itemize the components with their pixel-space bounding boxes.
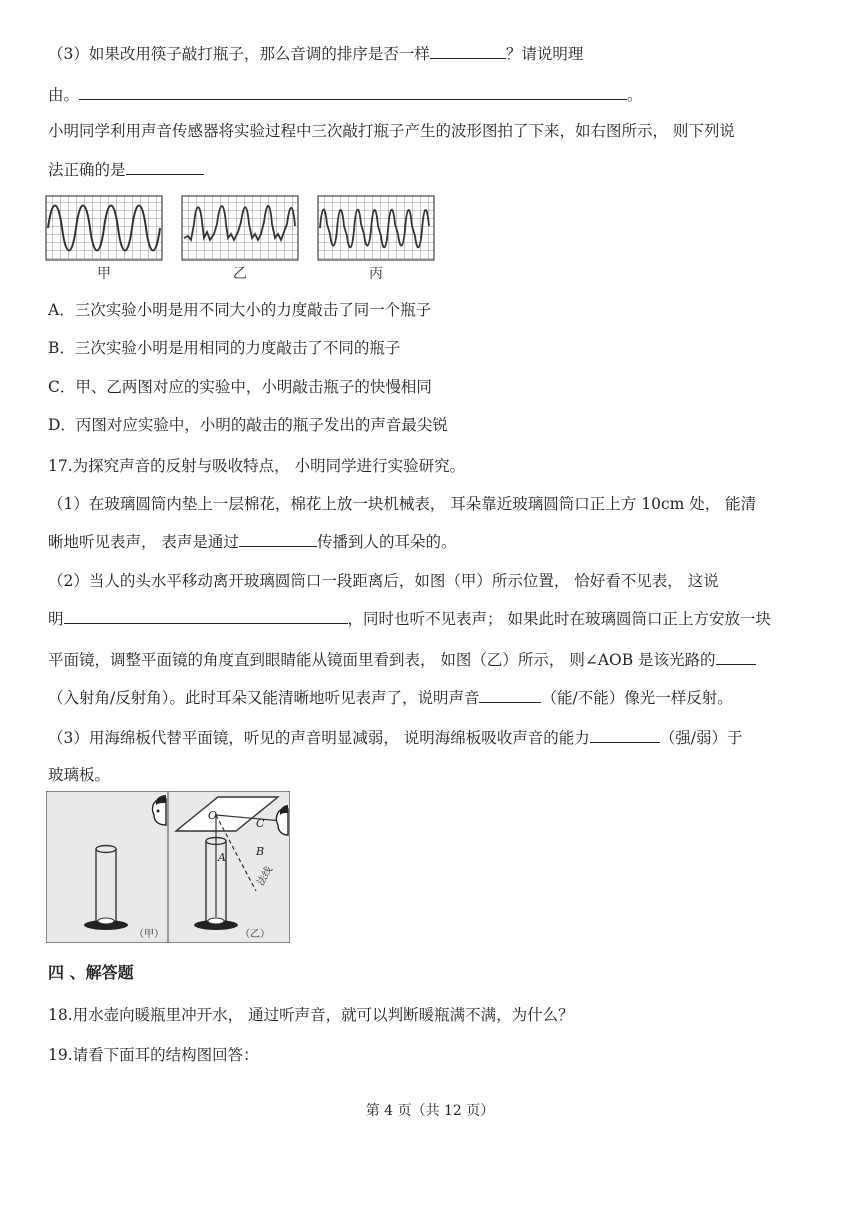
q16-sub3-text-a: （3）如果改用筷子敲打瓶子，那么音调的排序是否一样 — [48, 45, 430, 63]
waveform-bing — [318, 196, 434, 260]
q18-text: 18.用水壶向暖瓶里冲开水， 通过听声音，就可以判断暖瓶满不满，为什么？ — [48, 1006, 574, 1024]
q17-s2-text-d1: （入射角/反射角）。此时耳朵又能清晰地听见表声了，说明声音 — [48, 689, 480, 707]
q17-s2-text-b: ，同时也听不见表声； 如果此时在玻璃圆筒口正上方安放一块 — [347, 610, 771, 628]
waveform-label-yi: 乙 — [233, 266, 247, 282]
page-footer: 第 4 页（共 12 页） — [365, 1103, 495, 1119]
label-c: C — [256, 817, 265, 830]
q16-option-a[interactable]: A．三次实验小明是用不同大小的力度敲击了同一个瓶子 — [48, 301, 432, 319]
waveform-figure — [44, 194, 436, 284]
q16-option-d[interactable]: D．丙图对应实验中，小明的敲击的瓶子发出的声音最尖锐 — [48, 416, 448, 434]
q17-s1-text-b: 传播到人的耳朵的。 — [316, 533, 457, 551]
waveform-label-bing: 丙 — [369, 266, 383, 282]
q16-sub3-blank[interactable] — [430, 44, 506, 59]
q17-s2-line4 — [48, 688, 733, 708]
q17-s1-line2 — [48, 532, 456, 552]
q17-s3-line2: 玻璃板。 — [48, 766, 111, 784]
label-yi: （乙） — [240, 929, 270, 940]
waveform-yi — [182, 196, 298, 260]
q17-s2-line2 — [48, 609, 771, 629]
q17-s2-blank[interactable] — [64, 609, 348, 624]
waveform-jia — [46, 196, 162, 260]
q17-s3-line1 — [48, 728, 743, 748]
q16-option-b[interactable]: B．三次实验小明是用相同的力度敲击了不同的瓶子 — [48, 339, 401, 357]
label-jia: （甲） — [134, 929, 164, 940]
q17-s1-line1: （1）在玻璃圆筒内垫上一层棉花，棉花上放一块机械表， 耳朵靠近玻璃圆筒口正上方 10cm 处， 能清 — [48, 495, 757, 513]
q17-s2-line1: （2）当人的头水平移动离开玻璃圆筒口一段距离后，如图（甲）所示位置， 恰好看不见表， 这说 — [48, 572, 719, 590]
label-o: O — [208, 809, 218, 822]
q16-answer-blank[interactable] — [126, 160, 204, 175]
waveform-label-jia: 甲 — [97, 266, 111, 282]
q16-intro-line1: 小明同学利用声音传感器将实验过程中三次敲打瓶子产生的波形图拍了下来，如右图所示， 则下列说 — [48, 122, 735, 140]
q17-s2-text-d2: （能/不能）像光一样反射。 — [541, 689, 733, 707]
q19-text: 19.请看下面耳的结构图回答： — [48, 1046, 259, 1064]
q17-s1-blank[interactable] — [239, 532, 317, 547]
q16-sub3-line2 — [48, 85, 643, 105]
section-heading: 四 、解答题 — [48, 963, 134, 982]
q17-s3-text-a: （3）用海绵板代替平面镜，听见的声音明显减弱， 说明海绵板吸收声音的能力 — [48, 729, 590, 747]
q16-sub3-end: 。 — [627, 86, 643, 104]
q17-stem: 17.为探究声音的反射与吸收特点， 小明同学进行实验研究。 — [48, 457, 466, 475]
q17-s1-text-a: 晰地听见表声， 表声是通过 — [48, 533, 239, 551]
q16-sub3-line1 — [48, 44, 583, 64]
q17-s2-text-a: 明 — [48, 610, 64, 628]
q17-s3-text-b: （强/弱）于 — [659, 729, 743, 747]
q17-figure — [46, 791, 290, 943]
label-b: B — [256, 845, 265, 858]
label-a: A — [218, 851, 226, 864]
q16-sub3-text-b: ？请说明理 — [505, 45, 584, 63]
q16-sub3-reason-blank[interactable] — [79, 85, 627, 100]
q17-s2-angle-blank[interactable] — [716, 650, 756, 665]
q17-s2-reflect-blank[interactable] — [479, 688, 541, 703]
q16-option-c[interactable]: C．甲、乙两图对应的实验中，小明敲击瓶子的快慢相同 — [48, 378, 432, 396]
q16-intro-text: 法正确的是 — [48, 161, 126, 179]
q17-s2-line3 — [48, 650, 756, 670]
q17-s3-blank[interactable] — [590, 728, 660, 743]
q16-intro-line2 — [48, 160, 204, 180]
label-normal: 法线 — [255, 864, 276, 888]
q16-sub3-text-c: 由。 — [48, 86, 80, 104]
q17-s2-text-c: 平面镜，调整平面镜的角度直到眼睛能从镜面里看到表， 如图（乙）所示， 则∠AOB 是该光路的 — [48, 651, 716, 669]
